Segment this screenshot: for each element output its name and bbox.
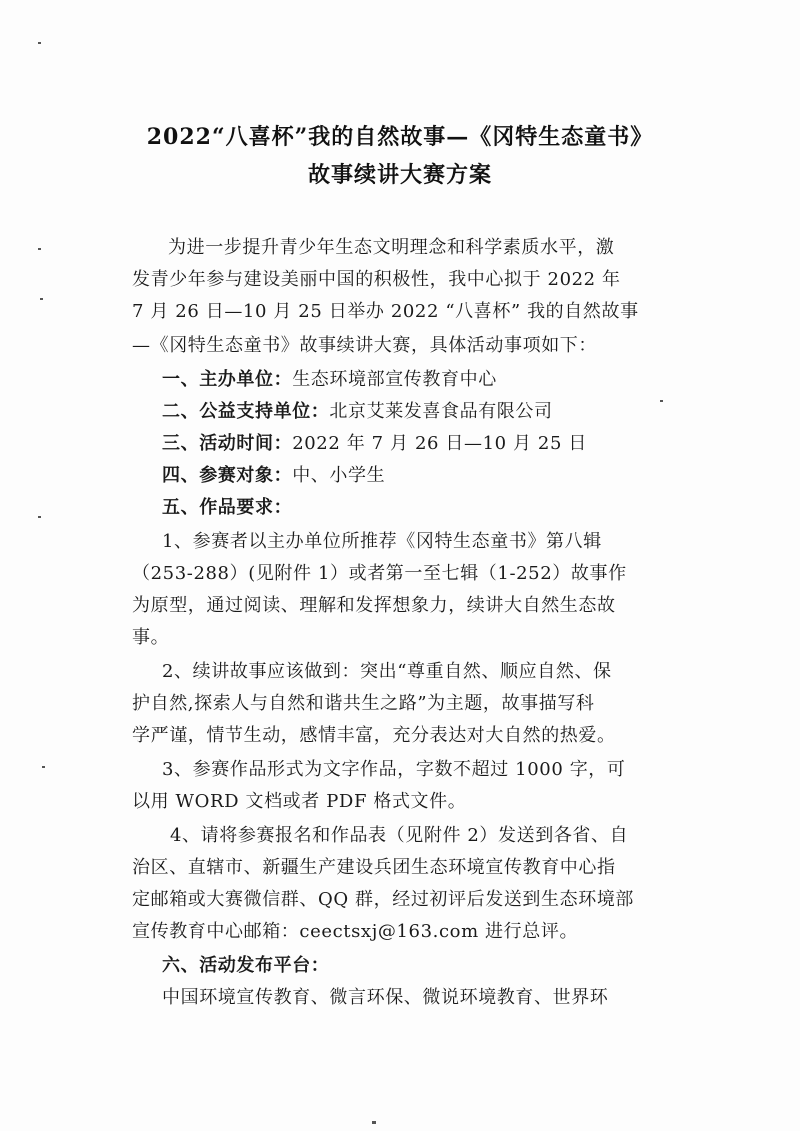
req4-line-3: 定邮箱或大赛微信群、QQ 群，经过初评后发送到生态环境部 xyxy=(132,889,635,910)
intro-line-1: 为进一步提升青少年生态文明理念和科学素质水平，激 xyxy=(168,237,615,258)
section-organizer-label: 一、主办单位： xyxy=(162,369,293,390)
intro-line-4: —《冈特生态童书》故事续讲大赛，具体活动事项如下： xyxy=(132,335,597,356)
section-participants-value: 中、小学生 xyxy=(292,465,386,486)
scan-speck xyxy=(372,1121,376,1124)
scan-speck xyxy=(38,42,41,44)
section-time xyxy=(162,432,702,456)
section-time-label: 三、活动时间： xyxy=(162,433,293,454)
scan-speck xyxy=(660,400,663,402)
req1-line-1: 1、参赛者以主办单位所推荐《冈特生态童书》第八辑 xyxy=(162,531,602,552)
document-title-line1: 2022“八喜杯”我的自然故事—《冈特生态童书》 xyxy=(146,124,654,150)
req1-line-2: （253-288）(见附件 1）或者第一至七辑（1-252）故事作 xyxy=(132,563,627,584)
section-time-value: 2022 年 7 月 26 日—10 月 25 日 xyxy=(292,433,587,454)
section-sponsor-value: 北京艾莱发喜食品有限公司 xyxy=(329,401,553,422)
req2-line-2: 护自然,探索人与自然和谐共生之路”为主题，故事描写科 xyxy=(132,693,595,714)
req1-line-4: 事。 xyxy=(132,627,170,648)
section-sponsor xyxy=(162,400,702,424)
req1-line-3: 为原型，通过阅读、理解和发挥想象力，续讲大自然生态故 xyxy=(132,595,616,616)
section-participants-label: 四、参赛对象： xyxy=(162,465,293,486)
section-organizer-value: 生态环境部宣传教育中心 xyxy=(292,369,497,390)
req2-line-1: 2、续讲故事应该做到：突出“尊重自然、顺应自然、保 xyxy=(162,661,612,682)
section-requirements-heading: 五、作品要求： xyxy=(162,497,293,518)
intro-line-2: 发青少年参与建设美丽中国的积极性，我中心拟于 2022 年 xyxy=(132,269,621,290)
section-participants xyxy=(162,464,702,488)
req4-line-4: 宣传教育中心邮箱：ceectsxj@163.com 进行总评。 xyxy=(132,921,579,942)
section-sponsor-label: 二、公益支持单位： xyxy=(162,401,330,422)
scan-speck xyxy=(42,766,45,768)
platform-line-1: 中国环境宣传教育、微言环保、微说环境教育、世界环 xyxy=(162,987,609,1008)
scan-speck xyxy=(38,516,41,518)
intro-line-3: 7 月 26 日—10 月 25 日举办 2022 “八喜杯” 我的自然故事 xyxy=(132,301,639,322)
scan-speck xyxy=(40,298,43,300)
scan-speck xyxy=(38,248,41,250)
section-organizer xyxy=(162,368,702,392)
document-title-line2: 故事续讲大赛方案 xyxy=(307,162,492,188)
req3-line-2: 以用 WORD 文档或者 PDF 格式文件。 xyxy=(132,791,467,812)
req2-line-3: 学严谨，情节生动，感情丰富，充分表达对大自然的热爱。 xyxy=(132,725,616,746)
req4-line-1: 4、请将参赛报名和作品表（见附件 2）发送到各省、自 xyxy=(170,825,629,846)
req3-line-1: 3、参赛作品形式为文字作品，字数不超过 1000 字，可 xyxy=(162,759,626,780)
section-platform-heading: 六、活动发布平台： xyxy=(162,955,330,976)
req4-line-2: 治区、直辖市、新疆生产建设兵团生态环境宣传教育中心指 xyxy=(132,857,616,878)
